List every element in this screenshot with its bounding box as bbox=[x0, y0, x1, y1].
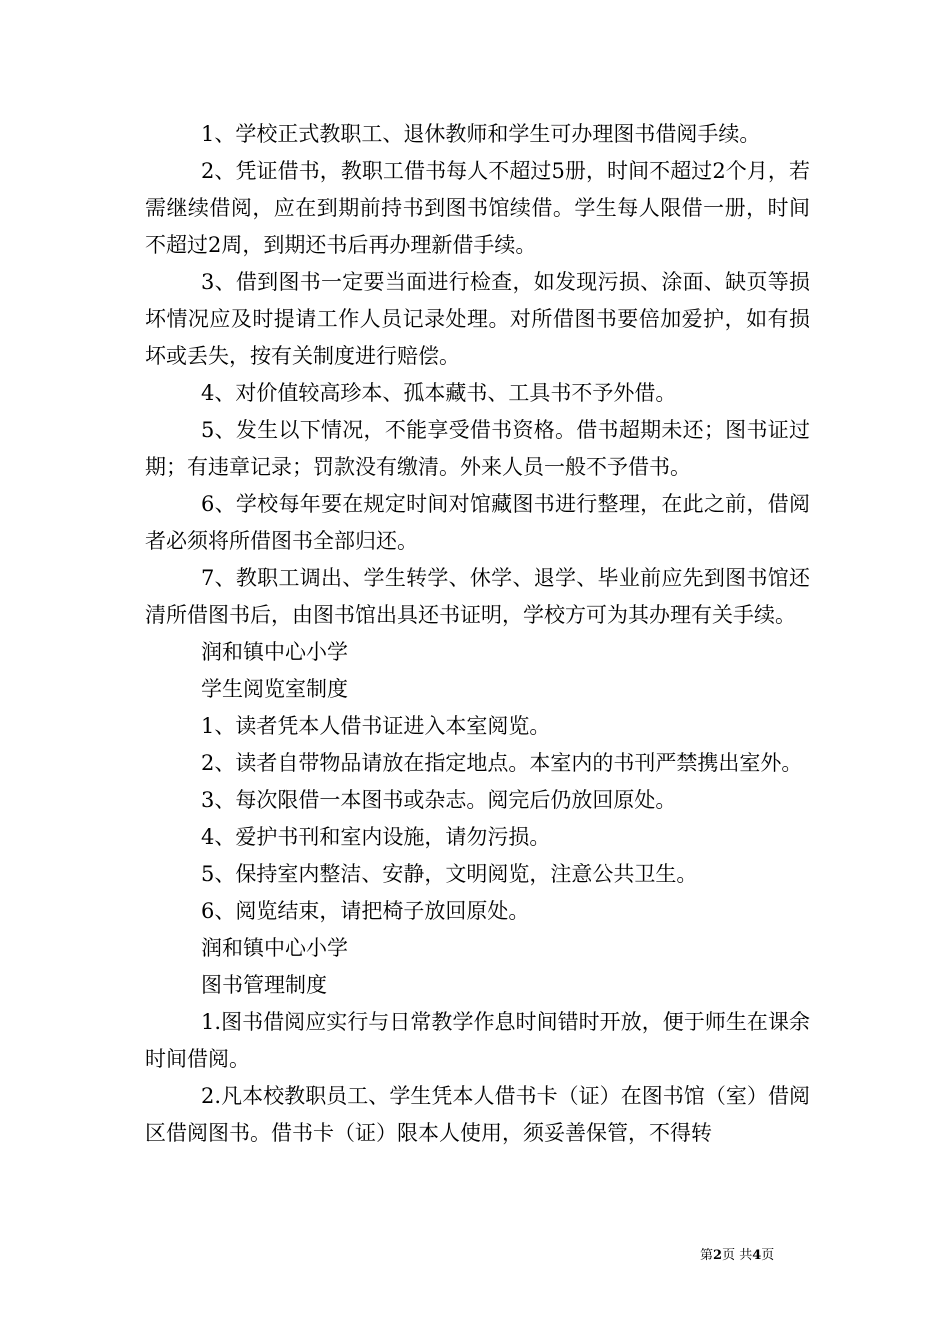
school-name: 润和镇中心小学 bbox=[201, 640, 348, 664]
section-title: 学生阅览室制度 bbox=[201, 677, 348, 701]
footer-suffix: 页 bbox=[761, 1248, 775, 1263]
document-body bbox=[145, 116, 810, 1152]
paragraph: 1、学校正式教职工、退休教师和学生可办理图书借阅手续。 bbox=[201, 122, 761, 146]
current-page-number: 2 bbox=[713, 1248, 723, 1263]
total-page-number: 4 bbox=[752, 1248, 762, 1263]
section-title: 图书管理制度 bbox=[201, 973, 327, 997]
page-number-footer bbox=[700, 1247, 850, 1265]
school-name: 润和镇中心小学 bbox=[201, 936, 348, 960]
paragraph: 3、借到图书一定要当面进行检查，如发现污损、涂面、缺页等损坏情况应及时提请工作人员记录处理。对所借图书要倍加爱护，如有损坏或丢失，按有关制度进行赔偿。 bbox=[145, 270, 810, 368]
paragraph: 2、凭证借书，教职工借书每人不超过5册，时间不超过2个月，若需继续借阅，应在到期前持书到图书馆续借。学生每人限借一册，时间不超过2周，到期还书后再办理新借手续。 bbox=[145, 159, 810, 257]
paragraph: 4、对价值较高珍本、孤本藏书、工具书不予外借。 bbox=[201, 381, 677, 405]
footer-prefix: 第 bbox=[700, 1248, 714, 1263]
paragraph: 1、读者凭本人借书证进入本室阅览。 bbox=[201, 714, 551, 738]
paragraph: 1.图书借阅应实行与日常教学作息时间错时开放，便于师生在课余时间借阅。 bbox=[145, 1010, 810, 1071]
paragraph: 3、每次限借一本图书或杂志。阅完后仍放回原处。 bbox=[201, 788, 677, 812]
paragraph: 5、发生以下情况，不能享受借书资格。借书超期未还；图书证过期；有违章记录；罚款没有缴清。外来人员一般不予借书。 bbox=[145, 418, 810, 479]
paragraph: 4、爱护书刊和室内设施，请勿污损。 bbox=[201, 825, 551, 849]
footer-middle: 页 共 bbox=[722, 1248, 753, 1263]
paragraph: 7、教职工调出、学生转学、休学、退学、毕业前应先到图书馆还清所借图书后，由图书馆出具还书证明，学校方可为其办理有关手续。 bbox=[145, 566, 810, 627]
paragraph: 2.凡本校教职员工、学生凭本人借书卡（证）在图书馆（室）借阅区借阅图书。借书卡（证）限本人使用，须妥善保管，不得转 bbox=[145, 1084, 810, 1145]
paragraph: 5、保持室内整洁、安静，文明阅览，注意公共卫生。 bbox=[201, 862, 698, 886]
paragraph: 2、读者自带物品请放在指定地点。本室内的书刊严禁携出室外。 bbox=[201, 751, 803, 775]
paragraph: 6、阅览结束，请把椅子放回原处。 bbox=[201, 899, 530, 923]
paragraph: 6、学校每年要在规定时间对馆藏图书进行整理，在此之前，借阅者必须将所借图书全部归还。 bbox=[145, 492, 810, 553]
